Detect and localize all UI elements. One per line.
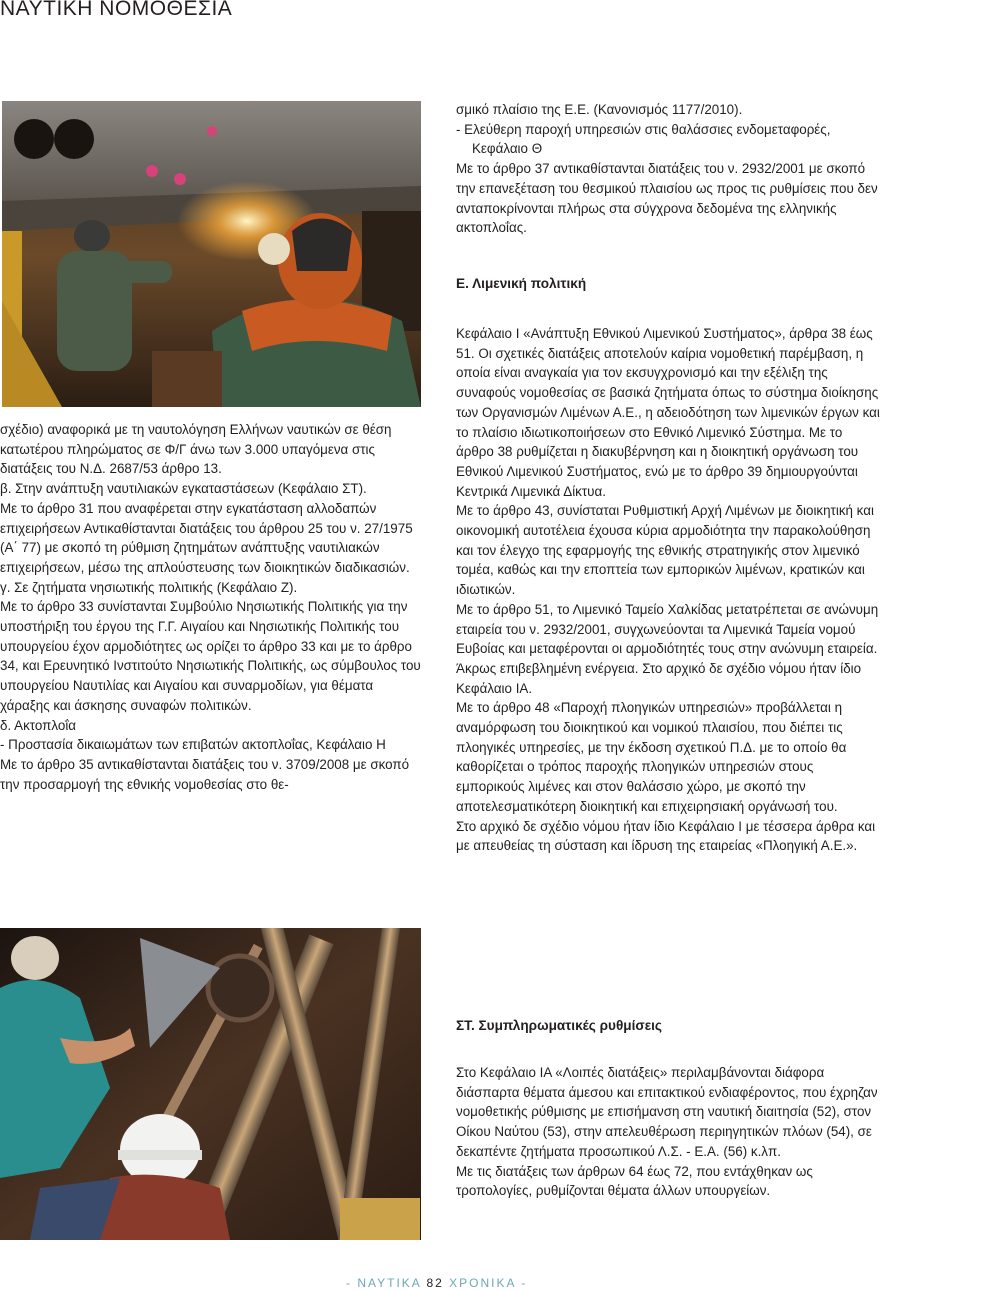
welder-photo-illustration [2, 101, 421, 407]
paragraph: Με το άρθρο 33 συνίστανται Συμβούλιο Νησιωτικής Πολιτικής για την υποστήριξη του έργου της Γ.Γ. Αιγαίου και Νησιωτικής Πολιτικής του υπουργείου έχον αρμοδιότητες ως ορίζει το άρθρο 33 και με το άρθρο 34, και Ερευνητικό Ινστιτούτο Νησιωτικής Πολιτικής, ως σύμβουλος του υπουργείου Ναυτιλίας και Αιγαίου και συναρμοδίων, για θέματα χάραξης και άσκησης συναφών πολιτικών. [0, 599, 421, 713]
page-footer [346, 1276, 527, 1290]
engine-room-photo [0, 928, 421, 1240]
engine-room-photo-illustration [0, 928, 421, 1240]
paragraph: Με το άρθρο 35 αντικαθίστανται διατάξεις του ν. 3709/2008 με σκοπό την προσαρμογή της εθνικής νομοθεσίας στο θε- [0, 756, 410, 792]
list-item-c: γ. Σε ζητήματα νησιωτικής πολιτικής (Κεφάλαιο Ζ). [0, 579, 298, 595]
paragraph: Άκρως επιβεβλημένη ενέργεια. Στο αρχικό δε σχέδιο νόμου ήταν ίδιο Κεφάλαιο ΙΑ. [456, 660, 862, 696]
page-number: 82 [426, 1276, 444, 1290]
paragraph: σχέδιο) αναφορικά με τη ναυτολόγηση Ελλήνων ναυτικών σε θέση κατωτέρου πληρώματος σε Φ/Γ άνω των 3.000 υπαγόμενα στις διατάξεις του Ν.Δ. 2687/53 άρθρο 13. [0, 422, 392, 477]
welder-photo [2, 101, 421, 407]
list-item-b: β. Στην ανάπτυξη ναυτιλιακών εγκαταστάσεων (Κεφάλαιο ΣΤ). [0, 481, 367, 497]
paragraph: Με τις διατάξεις των άρθρων 64 έως 72, που εντάχθηκαν ως τροπολογίες, ρυθμίζονται θέματα άλλων υπουργείων. [456, 1163, 813, 1199]
footer-left: - ΝΑΥΤΙΚΑ [346, 1276, 422, 1290]
page-header-title: ΝΑΥΤΙΚΗ ΝΟΜΟΘΕΣΙΑ [0, 0, 233, 20]
right-column-bottom-text [456, 1063, 880, 1201]
paragraph: Με το άρθρο 48 «Παροχή πλοηγικών υπηρεσιών» προβάλλεται η αναμόρφωση του διοικητικού και νομικού πλαισίου, που διέπει τις πλοηγικές υπηρεσίες, με την έκδοση σχετικού Π.Δ. με το οποίο θα καθορίζεται ο τρόπος παροχής πλοηγικών υπηρεσιών στους εμπορικούς λιμένες και στον θαλάσσιο χώρο, με σκοπό την αποτελεσματικότερη διοικητική και επιχειρησιακή οργάνωσή του. [456, 700, 847, 814]
footer-right: ΧΡΟΝΙΚΑ - [449, 1276, 528, 1290]
paragraph: Στο αρχικό δε σχέδιο νόμου ήταν ίδιο Κεφάλαιο Ι με τέσσερα άρθρα και με απευθείας τη σύσταση και ίδρυση της εταιρείας «Πλοηγική Α.Ε.». [456, 818, 876, 854]
paragraph: Με το άρθρο 51, το Λιμενικό Ταμείο Χαλκίδας μετατρέπεται σε ανώνυμη εταιρεία του ν. 2932/2001, συγχωνεύονται τα Λιμενικά Ταμεία νομού Ευβοίας και μεταφέρονται οι αρμοδιότητές τους στην ανώνυμη εταιρεία. [456, 601, 879, 657]
section-heading-supplementary: ΣΤ. Συμπληρωματικές ρυθμίσεις [456, 1018, 663, 1033]
right-column-top-text [456, 100, 880, 238]
list-item-d: δ. Ακτοπλοΐα [0, 717, 77, 733]
paragraph: Με το άρθρο 43, συνίσταται Ρυθμιστική Αρχή Λιμένων με διοικητική και οικονομική αυτοτέλεια έχουσα κύρια αρμοδιότητα την παρακολούθηση και τον έλεγχο της εφαρμογής της εθνικής στρατηγικής στον λιμενικό τομέα, καθώς και την εποπτεία των εμπορικών λιμένων, κρατικών και ιδιωτικών. [456, 503, 874, 598]
paragraph: Με το άρθρο 31 που αναφέρεται στην εγκατάσταση αλλοδαπών επιχειρήσεων Αντικαθίστανται διατάξεις του άρθρου 25 του ν. 27/1975 (Α΄ 77) με σκοπό τη ρύθμιση ζητημάτων ανάπτυξης ναυτιλιακών επιχειρήσεων, μέσω της απλούστευσης των διοικητικών διαδικασιών. [0, 500, 413, 575]
bullet-item: - Ελεύθερη παροχή υπηρεσιών στις θαλάσσιες ενδομεταφορές, Κεφάλαιο Θ [456, 121, 831, 157]
paragraph: σμικό πλαίσιο της Ε.Ε. (Κανονισμός 1177/2010). [456, 102, 743, 117]
right-column-main-text [456, 324, 880, 856]
paragraph: Στο Κεφάλαιο ΙΑ «Λοιπές διατάξεις» περιλαμβάνονται διάφορα διάσπαρτα θέματα άμεσου και επιτακτικού ενδιαφέροντος, που έχρηζαν νομοθετικής ρύθμισης με επισήμανση στη ναυτική διαιτησία (52), στον Οίκου Ναύτου (53), στην απελευθέρωση περιηγητικών πλόων (54), σε δεκαπέντε ζητήματα προσωπικού Λ.Σ. - Ε.Α. (56) κ.λπ. [456, 1065, 878, 1159]
left-column-text [0, 420, 421, 794]
paragraph: Με το άρθρο 37 αντικαθίστανται διατάξεις του ν. 2932/2001 με σκοπό την επανεξέταση του θεσμικού πλαισίου ως προς τις ρυθμίσεις που δεν ανταποκρίνονται πλήρως στα σύγχρονα δεδομένα της ελληνικής ακτοπλοΐας. [456, 161, 878, 236]
paragraph: Κεφάλαιο Ι «Ανάπτυξη Εθνικού Λιμενικού Συστήματος», άρθρα 38 έως 51. Οι σχετικές διατάξεις αποτελούν καίρια νομοθετική παρέμβαση, η οποία είναι αναγκαία για τον εκσυγχρονισμό και την εξέλιξη της συναφούς νομοθεσίας σε βασικά ζητήματα όπως το σύστημα διοίκησης των Οργανισμών Λιμένων Α.Ε., η αδειοδότηση των λιμενικών έργων και το πλαίσιο ιδιωτικοποιήσεων στο Εθνικό Λιμενικό Σύστημα. Με το άρθρο 38 ρυθμίζεται η διακυβέρνηση και η διοικητική οργάνωση του Εθνικού Λιμενικού Συστήματος, ενώ με το άρθρο 39 δημιουργούνται Κεντρικά Λιμενικά Δίκτυα. [456, 326, 880, 499]
section-heading-port-policy: Ε. Λιμενική πολιτική [456, 276, 587, 291]
bullet-item: - Προστασία δικαιωμάτων των επιβατών ακτοπλοΐας, Κεφάλαιο Η [0, 737, 386, 753]
